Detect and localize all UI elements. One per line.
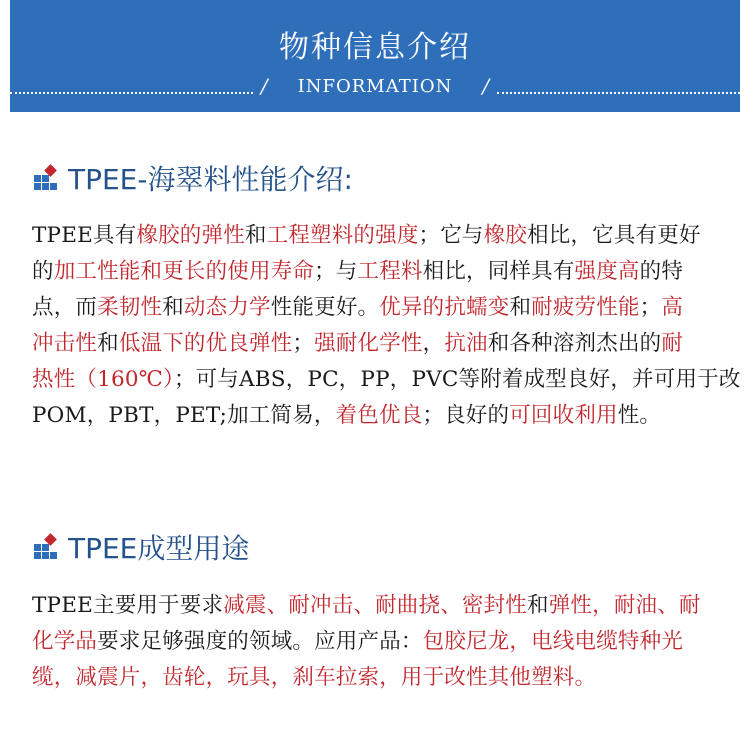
body-text: ，: [422, 331, 445, 356]
performance-paragraph: [32, 218, 741, 434]
body-text: ；: [292, 331, 315, 356]
body-text: ；它与: [418, 223, 484, 248]
highlighted-text: 橡胶: [483, 223, 528, 248]
paragraph-line: [32, 218, 722, 254]
paragraph-line: [32, 290, 722, 326]
paragraph-line: [32, 326, 722, 362]
body-text: 相比，同样具有: [422, 259, 575, 284]
slash-left: /: [260, 74, 268, 98]
body-text: ；良好的: [422, 403, 510, 428]
paragraph-line: [32, 254, 722, 290]
body-text: ；: [639, 295, 662, 320]
body-text: 和各种溶剂杰出的: [487, 331, 662, 356]
dotted-divider-left: [10, 92, 253, 94]
body-text: 和: [162, 295, 184, 320]
body-text: 要求足够强度的领域。应用产品：: [97, 629, 423, 654]
section-title-text: TPEE成型用途: [68, 532, 250, 565]
paragraph-line: [32, 398, 722, 434]
body-text: 性能更好。: [270, 295, 380, 320]
highlighted-text: 包胶尼龙，电线电缆特种光: [422, 629, 684, 654]
highlighted-text: 工程料: [357, 259, 423, 284]
body-text: 相比，它具有更好: [527, 223, 701, 248]
body-text: 和: [97, 331, 119, 356]
body-text: 和: [509, 295, 532, 320]
dotted-divider-right: [497, 92, 740, 94]
highlighted-text: 强耐化学性: [314, 331, 423, 356]
tiles-logo-icon: [32, 532, 62, 562]
body-text: TPEE具有: [32, 223, 137, 248]
highlighted-text: 耐疲劳性能: [531, 295, 640, 320]
highlighted-text: 冲击性: [32, 331, 98, 356]
section-title-performance: [32, 158, 353, 198]
paragraph-line: [32, 588, 722, 624]
highlighted-text: 柔韧性: [97, 295, 163, 320]
body-text: POM，PBT，PET;加工简易，: [32, 403, 336, 428]
slash-right: /: [482, 74, 490, 98]
body-text: 点，而: [32, 295, 98, 320]
highlighted-text: 耐: [661, 331, 684, 356]
applications-paragraph: [32, 588, 722, 696]
highlighted-text: 强度高: [574, 259, 640, 284]
highlighted-text: 可回收利用: [509, 403, 618, 428]
body-text: 的: [32, 259, 54, 284]
highlighted-text: 低温下的优良弹性: [118, 331, 293, 356]
highlighted-text: 优异的抗蠕变: [379, 295, 510, 320]
body-text: 性。: [617, 403, 662, 428]
body-text: 和: [244, 223, 267, 248]
body-text: 和: [527, 593, 549, 618]
paragraph-line: [32, 362, 741, 398]
highlighted-text: 加工性能和更长的使用寿命: [53, 259, 315, 284]
header-title: 物种信息介绍: [279, 30, 471, 65]
highlighted-text: 工程塑料的强度: [266, 223, 419, 248]
tiles-logo-icon: [32, 163, 62, 193]
highlighted-text: 着色优良: [335, 403, 423, 428]
highlighted-text: 化学品: [32, 629, 98, 654]
paragraph-line: [32, 624, 722, 660]
highlighted-text: 弹性，耐油、耐: [548, 593, 701, 618]
highlighted-text: 缆，减震片，齿轮，玩具，刹车拉索，用于改性其他塑料。: [32, 665, 597, 690]
header-banner: [10, 0, 740, 112]
section-title-applications: [32, 527, 249, 567]
paragraph-line: [32, 660, 722, 696]
body-text: 的特: [639, 259, 684, 284]
body-text: ；可与ABS，PC，PP，PVC等附着成型良好，并可用于改: [173, 367, 741, 392]
header-subtitle-row: [10, 72, 740, 100]
body-text: TPEE主要用于要求: [32, 593, 224, 618]
section-title-text: TPEE-海翠料性能介绍:: [68, 163, 353, 196]
header-subtitle: INFORMATION: [297, 75, 453, 97]
highlighted-text: 减震、耐冲击、耐曲挠、密封性: [223, 593, 528, 618]
highlighted-text: 动态力学: [183, 295, 271, 320]
highlighted-text: 橡胶的弹性: [136, 223, 245, 248]
highlighted-text: 热性（160℃）: [32, 367, 174, 392]
highlighted-text: 抗油: [444, 331, 488, 356]
highlighted-text: 高: [661, 295, 684, 320]
body-text: ；与: [314, 259, 358, 284]
